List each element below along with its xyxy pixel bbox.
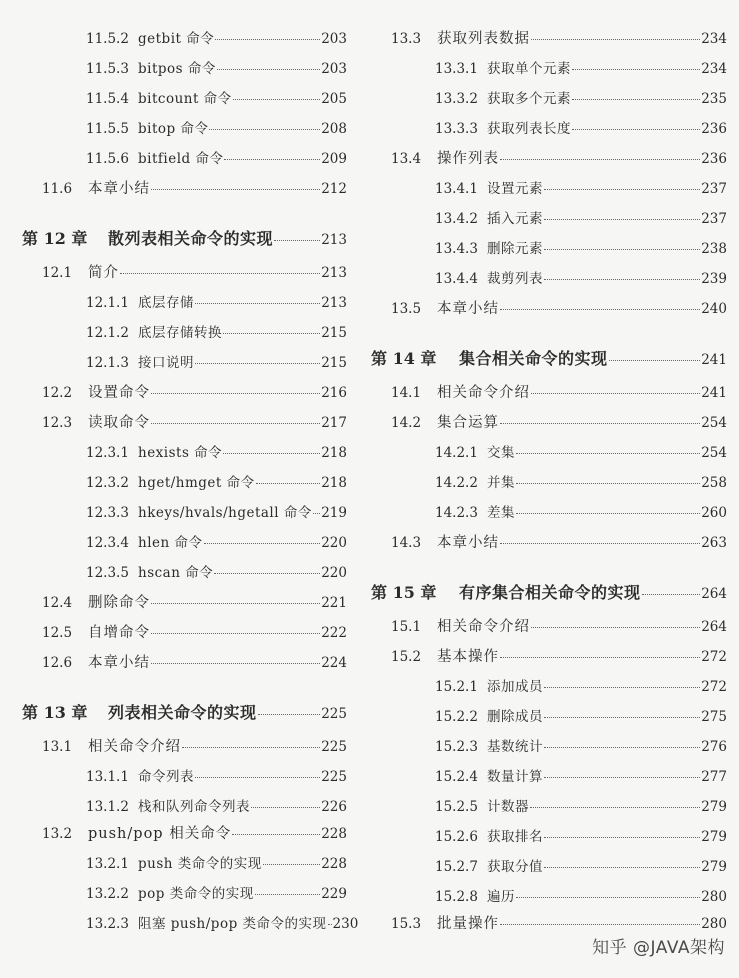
dot-leader bbox=[251, 807, 320, 808]
toc-entry-number: 14.2.1 bbox=[435, 445, 478, 461]
dot-leader bbox=[531, 39, 700, 40]
toc-entry-number: 15.2.6 bbox=[435, 829, 478, 845]
toc-entry-page: 230 bbox=[332, 916, 359, 932]
dot-leader bbox=[516, 513, 700, 514]
toc-entry[interactable] bbox=[0, 117, 355, 137]
toc-entry-number: 11.5.5 bbox=[86, 121, 129, 137]
toc-entry-page: 213 bbox=[321, 232, 347, 248]
toc-entry[interactable] bbox=[0, 765, 355, 785]
toc-entry-number: 11.5.4 bbox=[86, 91, 129, 107]
dot-leader bbox=[151, 189, 320, 190]
toc-entry-title: 获取排名 bbox=[487, 829, 543, 845]
toc-entry-number: 13.1 bbox=[42, 739, 73, 755]
toc-entry-title: 遍历 bbox=[487, 889, 515, 905]
toc-entry-number: 12.3.1 bbox=[86, 445, 129, 461]
dot-leader bbox=[642, 594, 701, 595]
dot-leader bbox=[151, 633, 320, 634]
toc-entry-number: 13.3.1 bbox=[435, 61, 478, 77]
dot-leader bbox=[195, 303, 320, 304]
toc-entry[interactable] bbox=[0, 351, 355, 371]
toc-entry-title: 获取单个元素 bbox=[487, 61, 571, 77]
toc-entry-number: 13.4 bbox=[391, 151, 422, 167]
toc-entry-page: 263 bbox=[701, 535, 727, 551]
dot-leader bbox=[544, 219, 700, 220]
dot-leader bbox=[544, 249, 700, 250]
toc-entry-page: 208 bbox=[321, 121, 347, 137]
toc-entry-number: 15.2.7 bbox=[435, 859, 478, 875]
toc-entry-number: 12.3 bbox=[42, 415, 73, 431]
toc-entry-page: 237 bbox=[701, 211, 727, 227]
dot-leader bbox=[531, 627, 700, 628]
toc-entry-page: 205 bbox=[321, 91, 347, 107]
toc-entry[interactable] bbox=[0, 561, 355, 581]
toc-entry-page: 225 bbox=[321, 739, 347, 755]
toc-entry-number: 15.2 bbox=[391, 649, 422, 665]
toc-entry-page: 229 bbox=[321, 886, 347, 902]
toc-entry-number: 12.1 bbox=[42, 265, 73, 281]
toc-entry-number: 13.2.1 bbox=[86, 856, 129, 872]
toc-entry[interactable] bbox=[355, 117, 739, 137]
toc-entry-title: 获取列表长度 bbox=[487, 121, 571, 137]
toc-entry-number: 11.5.6 bbox=[86, 151, 129, 167]
toc-entry-title: pop 类命令的实现 bbox=[138, 886, 254, 902]
toc-entry-page: 228 bbox=[321, 826, 347, 842]
toc-entry-title: 相关命令介绍 bbox=[437, 619, 530, 635]
toc-entry-number: 11.5.2 bbox=[86, 31, 129, 47]
toc-entry[interactable] bbox=[0, 882, 355, 902]
toc-entry[interactable] bbox=[0, 591, 355, 612]
toc-entry-page: 222 bbox=[321, 625, 347, 641]
toc-entry-title: 删除成员 bbox=[487, 709, 543, 725]
dot-leader bbox=[232, 834, 320, 835]
dot-leader bbox=[500, 159, 700, 160]
dot-leader bbox=[572, 99, 700, 100]
toc-entry[interactable] bbox=[0, 621, 355, 642]
toc-entry-title: 基本操作 bbox=[437, 649, 499, 665]
toc-entry-page: 220 bbox=[321, 565, 347, 581]
dot-leader bbox=[224, 159, 320, 160]
toc-entry-title: 读取命令 bbox=[88, 415, 150, 431]
toc-entry-page: 239 bbox=[701, 271, 727, 287]
toc-entry[interactable] bbox=[355, 825, 739, 845]
toc-entry[interactable] bbox=[355, 855, 739, 875]
toc-entry[interactable] bbox=[0, 735, 355, 756]
toc-entry-number: 14.2 bbox=[391, 415, 422, 431]
toc-entry-title: bitcount 命令 bbox=[138, 91, 232, 107]
dot-leader bbox=[544, 279, 700, 280]
toc-entry-title: 有序集合相关命令的实现 bbox=[459, 583, 641, 602]
toc-entry-title: 命令列表 bbox=[138, 769, 194, 785]
dot-leader bbox=[544, 867, 700, 868]
toc-entry-title: bitop 命令 bbox=[138, 121, 209, 137]
dot-leader bbox=[195, 777, 320, 778]
toc-entry[interactable] bbox=[0, 531, 355, 551]
toc-entry-page: 272 bbox=[701, 679, 727, 695]
dot-leader bbox=[151, 603, 320, 604]
toc-entry-number: 13.1.2 bbox=[86, 799, 129, 815]
toc-entry-number: 12.4 bbox=[42, 595, 73, 611]
toc-entry-number: 12.3.3 bbox=[86, 505, 129, 521]
toc-entry-number: 13.5 bbox=[391, 301, 422, 317]
toc-entry-title: 获取分值 bbox=[487, 859, 543, 875]
toc-entry[interactable] bbox=[355, 645, 739, 666]
toc-entry[interactable] bbox=[0, 57, 355, 77]
toc-entry-title: 本章小结 bbox=[88, 655, 150, 671]
toc-entry[interactable] bbox=[355, 705, 739, 725]
toc-entry-title: hscan 命令 bbox=[138, 565, 214, 581]
dot-leader bbox=[544, 717, 700, 718]
toc-entry-number: 15.2.2 bbox=[435, 709, 478, 725]
toc-entry[interactable] bbox=[0, 471, 355, 491]
toc-entry-page: 236 bbox=[701, 121, 727, 137]
toc-entry[interactable] bbox=[0, 651, 355, 672]
dot-leader bbox=[263, 864, 320, 865]
dot-leader bbox=[544, 747, 700, 748]
toc-entry-title: 获取多个元素 bbox=[487, 91, 571, 107]
toc-entry-page: 235 bbox=[701, 91, 727, 107]
toc-entry[interactable] bbox=[355, 411, 739, 432]
toc-entry[interactable] bbox=[0, 411, 355, 432]
toc-chapter-entry[interactable] bbox=[355, 346, 739, 369]
toc-entry-page: 279 bbox=[701, 829, 727, 845]
dot-leader bbox=[500, 309, 700, 310]
toc-entry-number: 15.2.4 bbox=[435, 769, 478, 785]
toc-entry-number: 13.1.1 bbox=[86, 769, 129, 785]
toc-entry-page: 218 bbox=[321, 445, 347, 461]
dot-leader bbox=[516, 897, 700, 898]
toc-entry-number: 13.4.2 bbox=[435, 211, 478, 227]
toc-entry-page: 238 bbox=[701, 241, 727, 257]
dot-leader bbox=[182, 747, 320, 748]
toc-entry[interactable] bbox=[355, 177, 739, 197]
toc-entry-number: 14.3 bbox=[391, 535, 422, 551]
toc-entry-page: 203 bbox=[321, 61, 347, 77]
toc-entry-page: 279 bbox=[701, 859, 727, 875]
toc-entry-page: 237 bbox=[701, 181, 727, 197]
toc-entry-number: 第 12 章 bbox=[22, 229, 88, 248]
toc-entry-page: 276 bbox=[701, 739, 727, 755]
toc-entry[interactable] bbox=[355, 675, 739, 695]
toc-entry-number: 11.6 bbox=[42, 181, 73, 197]
toc-entry-page: 264 bbox=[701, 586, 727, 602]
toc-entry-number: 13.3 bbox=[391, 31, 422, 47]
dot-leader bbox=[209, 129, 320, 130]
dot-leader bbox=[516, 453, 700, 454]
toc-entry[interactable] bbox=[355, 297, 739, 318]
toc-entry[interactable] bbox=[0, 27, 355, 47]
toc-entry-title: 差集 bbox=[487, 505, 515, 521]
toc-entry[interactable] bbox=[355, 267, 739, 287]
toc-entry[interactable] bbox=[355, 207, 739, 227]
toc-entry-title: 操作列表 bbox=[437, 151, 499, 167]
dot-leader bbox=[500, 924, 700, 925]
toc-entry[interactable] bbox=[0, 261, 355, 282]
toc-entry[interactable] bbox=[0, 852, 355, 872]
toc-entry-number: 12.3.2 bbox=[86, 475, 129, 491]
dot-leader bbox=[151, 663, 320, 664]
toc-entry-page: 225 bbox=[321, 706, 347, 722]
toc-entry-title: 批量操作 bbox=[437, 916, 499, 932]
toc-entry-page: 226 bbox=[321, 799, 347, 815]
toc-entry[interactable] bbox=[355, 765, 739, 785]
toc-entry-number: 第 15 章 bbox=[371, 583, 437, 602]
dot-leader bbox=[120, 273, 320, 274]
toc-entry-number: 13.3.2 bbox=[435, 91, 478, 107]
toc-entry-page: 213 bbox=[321, 295, 347, 311]
toc-entry[interactable] bbox=[0, 795, 355, 815]
toc-entry-number: 11.5.3 bbox=[86, 61, 129, 77]
toc-entry-number: 15.2.3 bbox=[435, 739, 478, 755]
toc-entry-page: 236 bbox=[701, 151, 727, 167]
toc-entry-page: 215 bbox=[321, 355, 347, 371]
toc-entry-number: 13.4.4 bbox=[435, 271, 478, 287]
toc-entry-page: 219 bbox=[321, 505, 347, 521]
toc-entry-title: 阻塞 push/pop 类命令的实现 bbox=[138, 916, 327, 932]
dot-leader bbox=[256, 483, 321, 484]
toc-entry-page: 272 bbox=[701, 649, 727, 665]
toc-entry-number: 第 14 章 bbox=[371, 349, 437, 368]
toc-entry-page: 218 bbox=[321, 475, 347, 491]
toc-entry[interactable] bbox=[355, 912, 739, 933]
toc-entry-number: 12.2 bbox=[42, 385, 73, 401]
dot-leader bbox=[233, 99, 321, 100]
toc-entry-page: 234 bbox=[701, 31, 727, 47]
toc-entry-title: 相关命令介绍 bbox=[88, 739, 181, 755]
toc-entry[interactable] bbox=[355, 531, 739, 552]
toc-entry-title: 散列表相关命令的实现 bbox=[108, 229, 274, 248]
toc-entry-number: 12.6 bbox=[42, 655, 73, 671]
toc-entry-number: 13.2.2 bbox=[86, 886, 129, 902]
toc-entry-title: 添加成员 bbox=[487, 679, 543, 695]
toc-entry-page: 260 bbox=[701, 505, 727, 521]
toc-entry-number: 12.1.2 bbox=[86, 325, 129, 341]
toc-entry-title: 列表相关命令的实现 bbox=[108, 703, 257, 722]
toc-entry[interactable] bbox=[0, 177, 355, 198]
toc-entry[interactable] bbox=[355, 27, 739, 48]
toc-entry-number: 12.1.3 bbox=[86, 355, 129, 371]
toc-entry-number: 13.2.3 bbox=[86, 916, 129, 932]
toc-entry-page: 212 bbox=[321, 181, 347, 197]
watermark: 知乎 @JAVA架构 bbox=[592, 938, 725, 958]
toc-entry-number: 13.4.3 bbox=[435, 241, 478, 257]
toc-entry[interactable] bbox=[355, 615, 739, 636]
toc-entry-title: 并集 bbox=[487, 475, 515, 491]
toc-entry-title: 数量计算 bbox=[487, 769, 543, 785]
dot-leader bbox=[151, 393, 320, 394]
dot-leader bbox=[214, 573, 320, 574]
toc-entry-number: 12.5 bbox=[42, 625, 73, 641]
dot-leader bbox=[258, 714, 321, 715]
toc-entry-page: 241 bbox=[701, 385, 727, 401]
toc-entry-page: 225 bbox=[321, 769, 347, 785]
toc-entry-title: 自增命令 bbox=[88, 625, 150, 641]
toc-entry-number: 13.3.3 bbox=[435, 121, 478, 137]
toc-entry-title: bitpos 命令 bbox=[138, 61, 216, 77]
toc-entry[interactable] bbox=[0, 291, 355, 311]
dot-leader bbox=[215, 39, 320, 40]
toc-entry-page: 275 bbox=[701, 709, 727, 725]
toc-entry-number: 14.2.2 bbox=[435, 475, 478, 491]
toc-entry-number: 12.3.4 bbox=[86, 535, 129, 551]
toc-entry[interactable] bbox=[355, 441, 739, 461]
toc-entry[interactable] bbox=[355, 57, 739, 77]
toc-entry-page: 216 bbox=[321, 385, 347, 401]
toc-entry-title: 计数器 bbox=[487, 799, 529, 815]
toc-entry-title: 简介 bbox=[88, 265, 119, 281]
dot-leader bbox=[500, 423, 700, 424]
dot-leader bbox=[313, 513, 320, 514]
toc-entry[interactable] bbox=[0, 321, 355, 341]
dot-leader bbox=[204, 543, 321, 544]
toc-entry-page: 254 bbox=[701, 415, 727, 431]
dot-leader bbox=[274, 240, 320, 241]
toc-entry-page: 280 bbox=[701, 889, 727, 905]
toc-entry-page: 240 bbox=[701, 301, 727, 317]
toc-entry-number: 第 13 章 bbox=[22, 703, 88, 722]
toc-entry-title: getbit 命令 bbox=[138, 31, 215, 47]
dot-leader bbox=[544, 687, 700, 688]
toc-entry-page: 258 bbox=[701, 475, 727, 491]
dot-leader bbox=[544, 189, 700, 190]
toc-chapter-entry[interactable] bbox=[0, 226, 355, 249]
toc-entry-title: hget/hmget 命令 bbox=[138, 475, 255, 491]
toc-entry-number: 14.2.3 bbox=[435, 505, 478, 521]
toc-entry-number: 13.2 bbox=[42, 826, 73, 842]
toc-entry[interactable] bbox=[355, 501, 739, 521]
dot-leader bbox=[572, 129, 700, 130]
toc-entry[interactable] bbox=[355, 471, 739, 491]
toc-entry-page: 280 bbox=[701, 916, 727, 932]
toc-entry-title: bitfield 命令 bbox=[138, 151, 224, 167]
toc-entry-page: 203 bbox=[321, 31, 347, 47]
dot-leader bbox=[223, 333, 320, 334]
dot-leader bbox=[609, 360, 701, 361]
toc-entry[interactable] bbox=[355, 735, 739, 755]
toc-entry[interactable] bbox=[355, 795, 739, 815]
dot-leader bbox=[516, 483, 700, 484]
toc-entry-page: 234 bbox=[701, 61, 727, 77]
toc-entry[interactable] bbox=[0, 87, 355, 107]
toc-entry-page: 228 bbox=[321, 856, 347, 872]
toc-entry[interactable] bbox=[0, 441, 355, 461]
toc-entry-page: 220 bbox=[321, 535, 347, 551]
toc-entry[interactable] bbox=[355, 885, 739, 905]
toc-entry-number: 15.2.1 bbox=[435, 679, 478, 695]
toc-entry[interactable] bbox=[0, 381, 355, 402]
dot-leader bbox=[544, 777, 700, 778]
toc-entry-title: 删除元素 bbox=[487, 241, 543, 257]
toc-entry-title: hexists 命令 bbox=[138, 445, 223, 461]
dot-leader bbox=[195, 363, 320, 364]
toc-entry-title: 本章小结 bbox=[88, 181, 150, 197]
toc-entry-title: 栈和队列命令列表 bbox=[138, 799, 250, 815]
toc-entry[interactable] bbox=[0, 147, 355, 167]
toc-entry-page: 264 bbox=[701, 619, 727, 635]
toc-entry-title: 交集 bbox=[487, 445, 515, 461]
toc-entry-number: 15.3 bbox=[391, 916, 422, 932]
dot-leader bbox=[500, 657, 700, 658]
toc-entry-page: 279 bbox=[701, 799, 727, 815]
toc-entry-page: 224 bbox=[321, 655, 347, 671]
toc-entry[interactable] bbox=[355, 237, 739, 257]
toc-entry-number: 12.3.5 bbox=[86, 565, 129, 581]
toc-entry-title: 接口说明 bbox=[138, 355, 194, 371]
toc-entry[interactable] bbox=[355, 381, 739, 402]
toc-entry-title: 删除命令 bbox=[88, 595, 150, 611]
toc-entry-title: push 类命令的实现 bbox=[138, 856, 262, 872]
toc-entry-number: 15.2.8 bbox=[435, 889, 478, 905]
toc-entry-title: 本章小结 bbox=[437, 301, 499, 317]
toc-entry-title: 底层存储 bbox=[138, 295, 194, 311]
toc-entry-number: 15.1 bbox=[391, 619, 422, 635]
toc-entry-title: 本章小结 bbox=[437, 535, 499, 551]
toc-entry[interactable] bbox=[0, 912, 359, 932]
toc-entry-number: 12.1.1 bbox=[86, 295, 129, 311]
toc-entry-page: 254 bbox=[701, 445, 727, 461]
dot-leader bbox=[500, 543, 700, 544]
toc-entry-title: 设置命令 bbox=[88, 385, 150, 401]
toc-entry-title: 裁剪列表 bbox=[487, 271, 543, 287]
toc-entry-title: hkeys/hvals/hgetall 命令 bbox=[138, 505, 312, 521]
dot-leader bbox=[531, 393, 700, 394]
dot-leader bbox=[544, 837, 700, 838]
dot-leader bbox=[572, 69, 700, 70]
toc-entry[interactable] bbox=[0, 822, 355, 843]
dot-leader bbox=[223, 453, 320, 454]
toc-entry-title: 设置元素 bbox=[487, 181, 543, 197]
toc-entry-number: 15.2.5 bbox=[435, 799, 478, 815]
toc-entry-title: 集合相关命令的实现 bbox=[459, 349, 608, 368]
toc-entry-title: 底层存储转换 bbox=[138, 325, 222, 341]
toc-entry-title: push/pop 相关命令 bbox=[88, 826, 232, 842]
dot-leader bbox=[530, 807, 700, 808]
toc-entry-title: 基数统计 bbox=[487, 739, 543, 755]
toc-entry-page: 241 bbox=[701, 352, 727, 368]
toc-entry[interactable] bbox=[0, 501, 355, 521]
toc-entry[interactable] bbox=[355, 147, 739, 168]
toc-entry-page: 217 bbox=[321, 415, 347, 431]
toc-entry-number: 14.1 bbox=[391, 385, 422, 401]
toc-entry-title: 集合运算 bbox=[437, 415, 499, 431]
toc-entry-title: 插入元素 bbox=[487, 211, 543, 227]
toc-entry-title: 获取列表数据 bbox=[437, 31, 530, 47]
toc-entry-page: 215 bbox=[321, 325, 347, 341]
dot-leader bbox=[328, 924, 332, 925]
toc-entry-title: 相关命令介绍 bbox=[437, 385, 530, 401]
toc-chapter-entry[interactable] bbox=[355, 580, 739, 603]
dot-leader bbox=[151, 423, 320, 424]
toc-entry-title: hlen 命令 bbox=[138, 535, 203, 551]
toc-chapter-entry[interactable] bbox=[0, 700, 355, 723]
toc-entry[interactable] bbox=[355, 87, 739, 107]
toc-entry-page: 221 bbox=[321, 595, 347, 611]
toc-entry-page: 213 bbox=[321, 265, 347, 281]
toc-entry-page: 277 bbox=[701, 769, 727, 785]
toc-entry-number: 13.4.1 bbox=[435, 181, 478, 197]
dot-leader bbox=[255, 894, 321, 895]
dot-leader bbox=[217, 69, 320, 70]
toc-entry-page: 209 bbox=[321, 151, 347, 167]
